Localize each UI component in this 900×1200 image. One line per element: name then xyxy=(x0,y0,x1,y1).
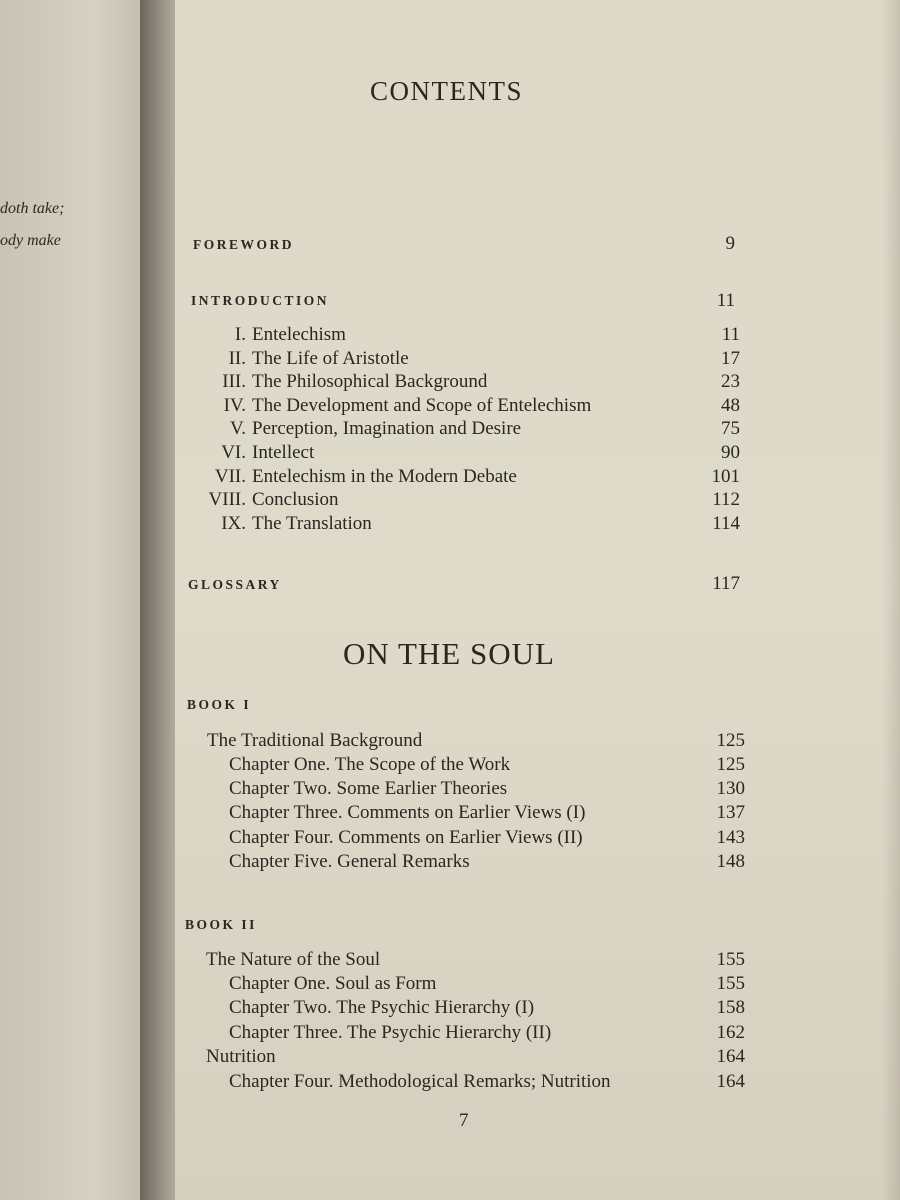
section-title: Nutrition xyxy=(206,1046,276,1067)
work-title: ON THE SOUL xyxy=(343,636,555,671)
chapter-title: Chapter Four. Methodological Remarks; Nutrition xyxy=(229,1071,611,1092)
left-page-line: ody make xyxy=(0,232,61,249)
chapter-title: Chapter Five. General Remarks xyxy=(229,851,470,872)
roman-numeral: VII. xyxy=(214,466,246,487)
intro-entry-title: Perception, Imagination and Desire xyxy=(252,418,522,439)
intro-entry-page: 114 xyxy=(712,513,740,534)
intro-entry-page: 23 xyxy=(721,371,740,392)
roman-numeral: III. xyxy=(222,371,246,392)
book-label: BOOK I xyxy=(187,697,252,712)
page-edge xyxy=(882,0,900,1200)
chapter-title: Chapter One. The Scope of the Work xyxy=(229,754,511,775)
roman-numeral: VIII. xyxy=(208,489,246,510)
book-label: BOOK II xyxy=(185,917,257,932)
roman-numeral: IV. xyxy=(223,395,246,416)
roman-numeral: II. xyxy=(228,348,246,369)
intro-entry-page: 90 xyxy=(721,442,740,463)
intro-entry-title: Entelechism xyxy=(252,324,346,345)
chapter-page: 148 xyxy=(716,851,745,872)
chapter-title: Chapter One. Soul as Form xyxy=(229,973,437,994)
section-page: 164 xyxy=(716,1046,745,1067)
chapter-title: Chapter Three. Comments on Earlier Views (I) xyxy=(229,802,586,823)
intro-entry-title: The Life of Aristotle xyxy=(252,348,409,369)
intro-entry-title: The Development and Scope of Entelechism xyxy=(252,395,592,416)
page-title: CONTENTS xyxy=(370,76,523,106)
glossary-label: GLOSSARY xyxy=(188,577,282,592)
intro-entry-title: Conclusion xyxy=(252,489,339,510)
intro-entry-title: Entelechism in the Modern Debate xyxy=(252,466,517,487)
intro-entry-page: 112 xyxy=(712,489,740,510)
chapter-title: Chapter Two. Some Earlier Theories xyxy=(229,778,508,799)
foreword-label: FOREWORD xyxy=(193,237,294,252)
chapter-page: 155 xyxy=(716,973,745,994)
section-page: 155 xyxy=(716,949,745,970)
left-page xyxy=(0,0,160,1200)
intro-entry-title: The Translation xyxy=(252,513,372,534)
chapter-title: Chapter Two. The Psychic Hierarchy (I) xyxy=(229,997,535,1018)
section-title: The Nature of the Soul xyxy=(206,949,381,970)
intro-entry-page: 101 xyxy=(711,466,740,487)
contents-page xyxy=(175,0,900,1200)
chapter-title: Chapter Three. The Psychic Hierarchy (II) xyxy=(229,1022,552,1043)
introduction-label: INTRODUCTION xyxy=(191,293,330,308)
section-page: 125 xyxy=(716,730,745,751)
roman-numeral: VI. xyxy=(221,442,246,463)
page-number: 7 xyxy=(459,1110,469,1131)
chapter-page: 125 xyxy=(716,754,745,775)
left-page-line: doth take; xyxy=(0,200,65,217)
intro-entry-page: 48 xyxy=(721,395,740,416)
intro-entry-title: The Philosophical Background xyxy=(252,371,488,392)
chapter-title: Chapter Four. Comments on Earlier Views (II) xyxy=(229,827,583,848)
foreword-page: 9 xyxy=(725,233,735,254)
intro-entry-title: Intellect xyxy=(252,442,315,463)
roman-numeral: V. xyxy=(229,418,246,439)
introduction-page: 11 xyxy=(716,290,735,311)
chapter-page: 158 xyxy=(716,997,745,1018)
glossary-page: 117 xyxy=(712,573,740,594)
chapter-page: 143 xyxy=(716,827,745,848)
intro-entry-page: 17 xyxy=(721,348,740,369)
chapter-page: 162 xyxy=(716,1022,745,1043)
section-title: The Traditional Background xyxy=(207,730,423,751)
intro-entry-page: 75 xyxy=(721,418,740,439)
intro-entry-page: 11 xyxy=(721,324,740,345)
chapter-page: 164 xyxy=(716,1071,745,1092)
chapter-page: 130 xyxy=(716,778,745,799)
chapter-page: 137 xyxy=(716,802,745,823)
roman-numeral: IX. xyxy=(221,513,246,534)
roman-numeral: I. xyxy=(234,324,246,345)
